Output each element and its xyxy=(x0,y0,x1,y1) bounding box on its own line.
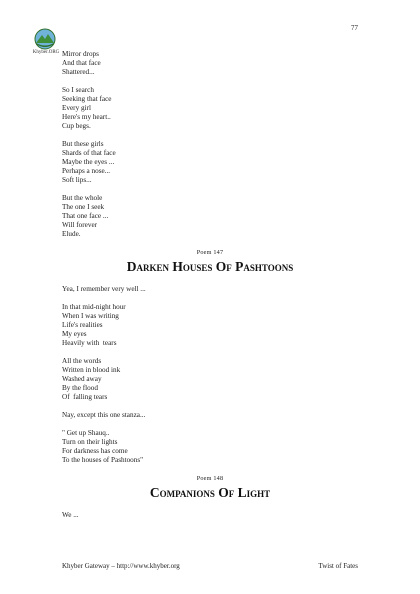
poem-line: But these girls xyxy=(62,140,104,148)
stanza xyxy=(62,411,358,420)
poem-line: Shattered... xyxy=(62,68,95,76)
poem-line: My eyes xyxy=(62,330,87,338)
logo-text: Khyber.ORG xyxy=(32,50,60,55)
poem-line: To the houses of Pashtoons" xyxy=(62,456,144,464)
stanza xyxy=(62,285,358,294)
poem-line: Washed away xyxy=(62,375,102,383)
stanza xyxy=(62,429,358,465)
poem-line: The one I seek xyxy=(62,203,105,211)
poem-number-label: Poem 147 xyxy=(196,249,224,256)
poem-line: Of falling tears xyxy=(62,393,108,401)
poem-content xyxy=(62,50,358,529)
poem-line: Every girl xyxy=(62,104,91,112)
poem-line: When I was writing xyxy=(62,312,119,320)
poem-line: Written in blood ink xyxy=(62,366,121,374)
footer xyxy=(62,562,358,570)
page-number: 77 xyxy=(351,24,358,32)
poem-line: Life's realities xyxy=(62,321,103,329)
poem-line: " Get up Shauq.. xyxy=(62,429,110,437)
poem-line: In that mid-night hour xyxy=(62,303,126,311)
stanza xyxy=(62,357,358,402)
footer-book-title: Twist of Fates xyxy=(318,562,358,570)
poem-line: Here's my heart.. xyxy=(62,113,111,121)
poem-line: Shards of that face xyxy=(62,149,116,157)
khyber-logo xyxy=(26,28,66,60)
poem-line: Maybe the eyes ... xyxy=(62,158,115,166)
poem-line: Heavily with tears xyxy=(62,339,117,347)
mountain-logo-icon xyxy=(34,28,56,50)
stanza xyxy=(62,194,358,239)
poem-line: Nay, except this one stanza... xyxy=(62,411,146,419)
poem-line: So I search xyxy=(62,86,94,94)
stanza xyxy=(62,511,358,520)
poem-number-label: Poem 148 xyxy=(196,475,224,482)
stanza xyxy=(62,50,358,77)
poem-line: But the whole xyxy=(62,194,103,202)
poem-line: Turn on their lights xyxy=(62,438,118,446)
poem-line: That one face ... xyxy=(62,212,109,220)
poem-title: Darken Houses Of Pashtoons xyxy=(126,259,294,274)
poem-line: Elude. xyxy=(62,230,81,238)
poem-line: We ... xyxy=(62,511,79,519)
poem-line: Will forever xyxy=(62,221,98,229)
poem-line: Mirror drops xyxy=(62,50,99,58)
poem-line: By the flood xyxy=(62,384,98,392)
poem-line: Cup begs. xyxy=(62,122,91,130)
poem-line: Perhaps a nose... xyxy=(62,167,111,175)
poem-line: For darkness has come xyxy=(62,447,128,455)
footer-website: Khyber Gateway – http://www.khyber.org xyxy=(62,562,180,570)
poem-line: And that face xyxy=(62,59,101,67)
poem-line: All the words xyxy=(62,357,102,365)
stanza xyxy=(62,303,358,348)
stanza xyxy=(62,140,358,185)
poem-line: Seeking that face xyxy=(62,95,112,103)
stanza xyxy=(62,86,358,131)
poem-line: Yea, I remember very well ... xyxy=(62,285,146,293)
poem-line: Soft lips... xyxy=(62,176,92,184)
poem-title: Companions Of Light xyxy=(149,485,271,500)
